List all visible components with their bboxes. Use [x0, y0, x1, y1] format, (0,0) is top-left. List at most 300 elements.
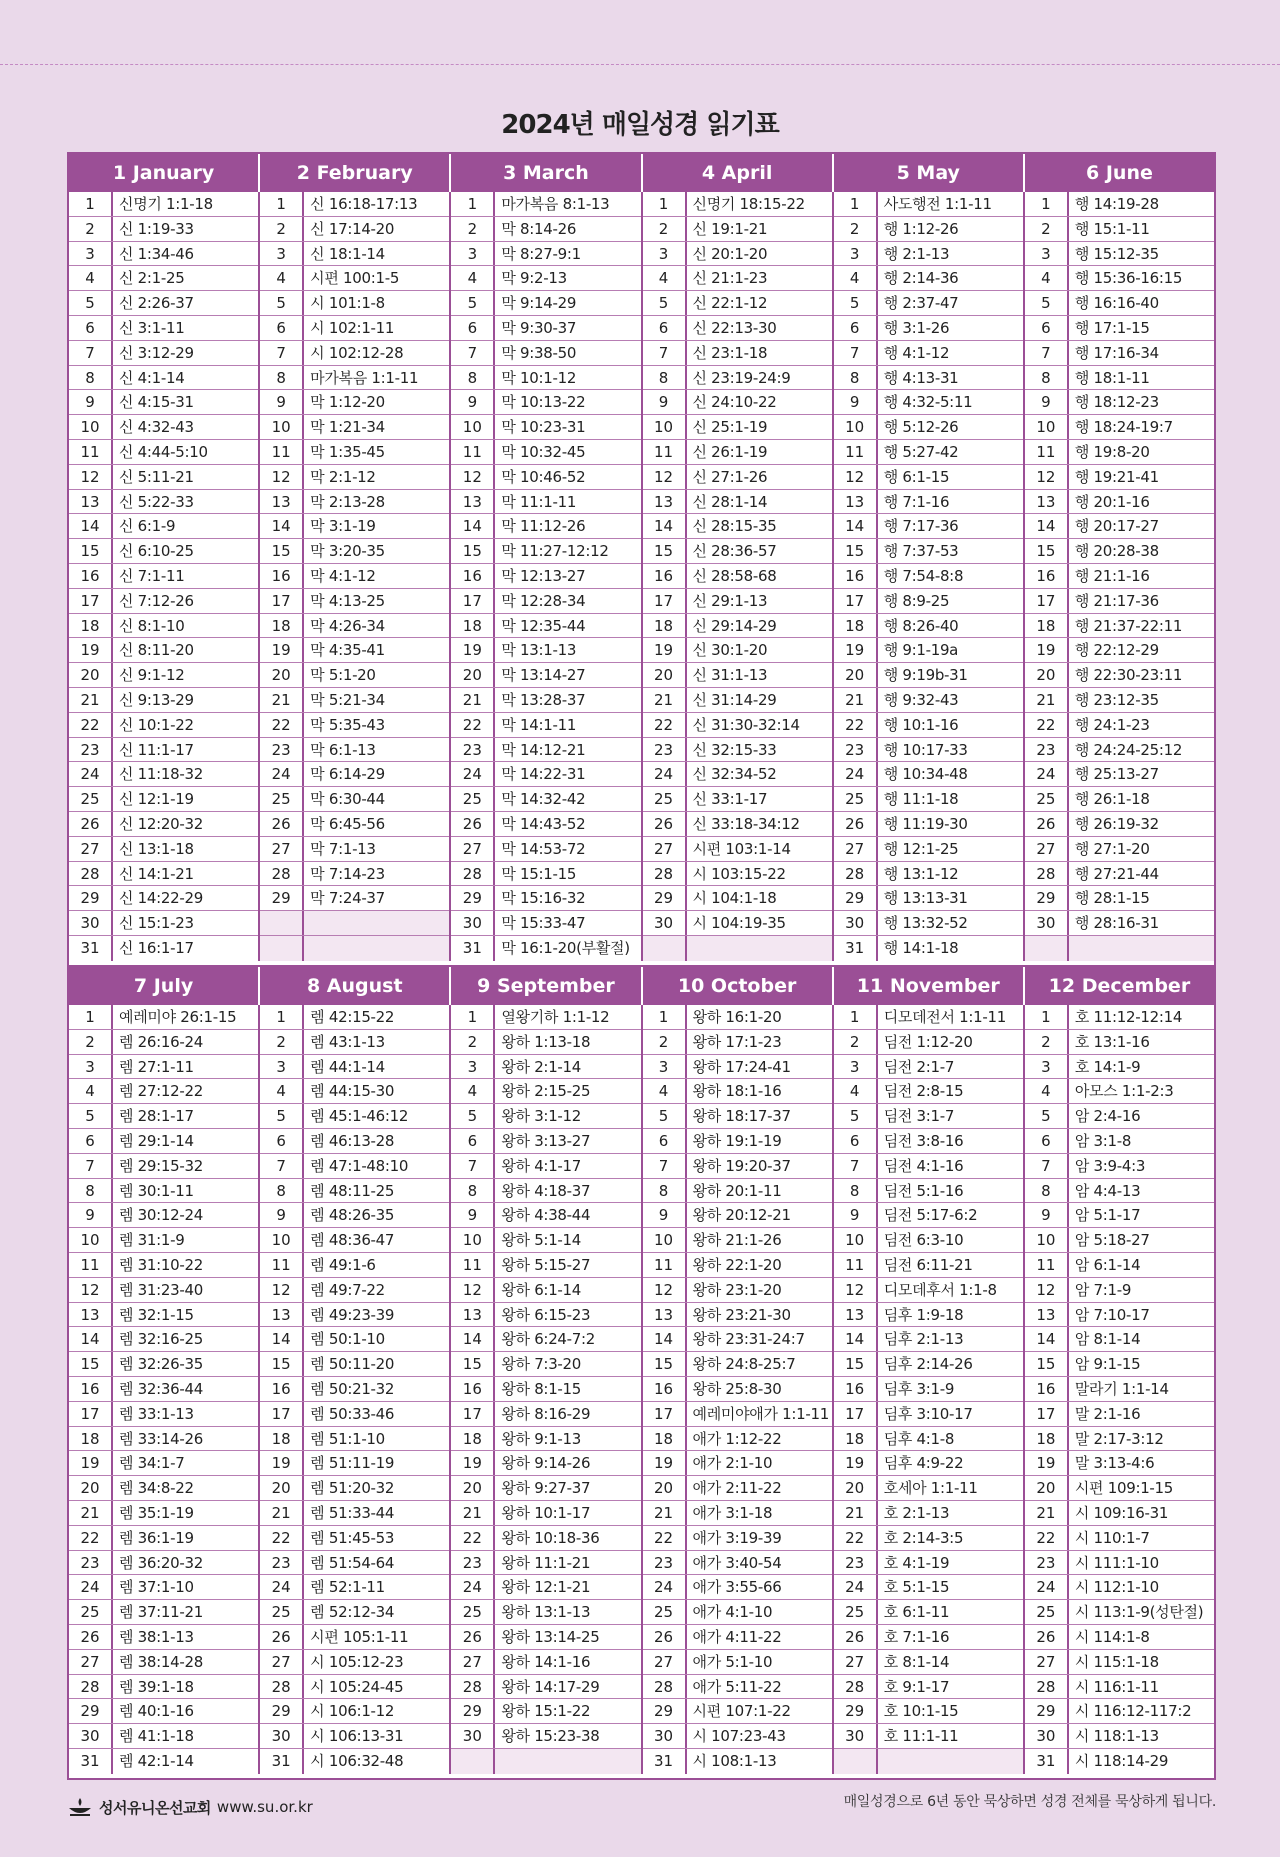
- reading-row: [451, 1030, 640, 1055]
- day-number: [260, 911, 304, 935]
- day-number: 7: [1025, 341, 1069, 365]
- reading-row: [451, 738, 640, 763]
- day-number: 14: [1025, 514, 1069, 538]
- day-number: 17: [834, 1402, 878, 1426]
- scripture-reference: 암 6:1-14: [1074, 1255, 1141, 1274]
- day-number: 4: [643, 266, 687, 290]
- day-number: 5: [1025, 1104, 1069, 1128]
- scripture-reference: 렘 27:1-11: [119, 1057, 194, 1076]
- reading-grid: [69, 1005, 1214, 1774]
- scripture-reference: 시 106:1-12: [310, 1702, 395, 1721]
- scripture-reference: 시 106:32-48: [310, 1751, 404, 1770]
- reading-row: [834, 1551, 1023, 1576]
- reading-row: [451, 911, 640, 936]
- day-number: 24: [451, 762, 495, 786]
- reading-row: [1025, 886, 1214, 911]
- reading-row: [451, 1675, 640, 1700]
- day-number: 11: [451, 1253, 495, 1277]
- reading-row: [1025, 415, 1214, 440]
- day-number: 11: [834, 1253, 878, 1277]
- reading-row: [1025, 1749, 1214, 1774]
- scripture-reference: 신 14:1-21: [119, 864, 194, 883]
- day-number: [643, 936, 687, 961]
- day-number: 26: [451, 1625, 495, 1649]
- scripture-reference: 행 11:19-30: [883, 814, 968, 833]
- reading-row: [834, 1699, 1023, 1724]
- reading-row: [834, 440, 1023, 465]
- day-number: 26: [1025, 1625, 1069, 1649]
- day-number: 26: [643, 812, 687, 836]
- reading-row: [451, 440, 640, 465]
- reading-row: [451, 1377, 640, 1402]
- scripture-reference: 막 13:14-27: [501, 666, 586, 685]
- reading-row: [1025, 1650, 1214, 1675]
- reading-row: [260, 762, 449, 787]
- scripture-reference: 막 3:1-19: [310, 517, 376, 536]
- day-number: 20: [260, 1476, 304, 1500]
- scripture-reference: 시 111:1-10: [1074, 1553, 1159, 1572]
- reading-row: [260, 738, 449, 763]
- scripture-reference: 막 11:27-12:12: [501, 542, 609, 561]
- day-number: 17: [451, 589, 495, 613]
- day-number: 20: [1025, 1476, 1069, 1500]
- month-header: 2 February: [260, 154, 451, 192]
- scripture-reference: 신 18:1-14: [310, 244, 385, 263]
- reading-row: [834, 539, 1023, 564]
- scripture-reference: 딤전 4:1-16: [883, 1156, 964, 1175]
- day-number: 1: [1025, 192, 1069, 216]
- scripture-reference: 행 21:37-22:11: [1074, 616, 1183, 635]
- reading-row: [643, 539, 832, 564]
- scripture-reference: 신 9:13-29: [119, 690, 194, 709]
- day-number: 22: [451, 1526, 495, 1550]
- scripture-reference: 신 10:1-22: [119, 715, 194, 734]
- reading-row: [260, 1104, 449, 1129]
- scripture-reference: 신 7:1-11: [119, 566, 185, 585]
- scripture-reference: 신 31:14-29: [692, 690, 777, 709]
- scripture-reference: 딤후 2:14-26: [883, 1355, 973, 1374]
- scripture-reference: 신 2:1-25: [119, 269, 185, 288]
- day-number: 7: [69, 1154, 113, 1178]
- day-number: 18: [834, 614, 878, 638]
- scripture-reference: 왕하 12:1-21: [501, 1578, 591, 1597]
- day-number: 23: [834, 1551, 878, 1575]
- scripture-reference: 렘 42:1-14: [119, 1751, 194, 1770]
- month-column: [69, 192, 260, 961]
- scripture-reference: 호 9:1-17: [883, 1677, 950, 1696]
- day-number: 15: [260, 539, 304, 563]
- day-number: 21: [1025, 1501, 1069, 1525]
- day-number: 9: [451, 390, 495, 414]
- day-number: 17: [1025, 1402, 1069, 1426]
- day-number: 29: [643, 1699, 687, 1723]
- scripture-reference: 막 5:35-43: [310, 715, 385, 734]
- reading-row: [1025, 341, 1214, 366]
- scripture-reference: 시편 103:1-14: [692, 839, 791, 858]
- day-number: 2: [643, 217, 687, 241]
- reading-row: [1025, 1675, 1214, 1700]
- day-number: 14: [260, 514, 304, 538]
- day-number: 17: [643, 589, 687, 613]
- day-number: 26: [260, 1625, 304, 1649]
- scripture-reference: 딤전 3:1-7: [883, 1107, 955, 1126]
- scripture-reference: 행 20:17-27: [1074, 517, 1159, 536]
- day-number: 19: [834, 1451, 878, 1475]
- day-number: 1: [643, 192, 687, 216]
- scripture-reference: 호 11:12-12:14: [1074, 1008, 1183, 1026]
- reading-row: [834, 390, 1023, 415]
- scripture-reference: 왕하 6:1-14: [501, 1280, 582, 1299]
- reading-row: [451, 1005, 640, 1030]
- reading-row: [834, 1179, 1023, 1204]
- reading-row: [1025, 1030, 1214, 1055]
- reading-row: [1025, 1179, 1214, 1204]
- day-number: 20: [69, 663, 113, 687]
- reading-row: [69, 1203, 258, 1228]
- scripture-reference: 렘 40:1-16: [119, 1702, 194, 1721]
- month-header: 3 March: [451, 154, 642, 192]
- day-number: 20: [643, 663, 687, 687]
- month-column: [643, 192, 834, 961]
- day-number: 25: [1025, 1600, 1069, 1624]
- day-number: 23: [643, 1551, 687, 1575]
- scripture-reference: 신 27:1-26: [692, 467, 768, 486]
- day-number: 24: [69, 1575, 113, 1599]
- scripture-reference: 말 2:1-16: [1074, 1404, 1141, 1423]
- day-number: 26: [69, 1625, 113, 1649]
- reading-row: [643, 242, 832, 267]
- reading-row: [1025, 688, 1214, 713]
- day-number: 27: [643, 1650, 687, 1674]
- day-number: 16: [1025, 1377, 1069, 1401]
- day-number: 24: [643, 762, 687, 786]
- reading-row: [451, 266, 640, 291]
- day-number: 3: [834, 242, 878, 266]
- reading-row: [834, 1575, 1023, 1600]
- day-number: 11: [260, 440, 304, 464]
- day-number: 25: [260, 1600, 304, 1624]
- reading-row: [834, 1327, 1023, 1352]
- reading-row: [643, 1749, 832, 1774]
- scripture-reference: 왕하 3:13-27: [501, 1131, 591, 1150]
- day-number: 16: [834, 564, 878, 588]
- day-number: 16: [260, 1377, 304, 1401]
- day-number: 9: [451, 1203, 495, 1227]
- day-number: 23: [643, 738, 687, 762]
- day-number: 12: [260, 465, 304, 489]
- scripture-reference: 신 11:1-17: [119, 740, 194, 759]
- scripture-reference: 렘 38:1-13: [119, 1627, 194, 1646]
- scripture-reference: 시 118:1-13: [1074, 1727, 1159, 1746]
- day-number: 14: [451, 514, 495, 538]
- scripture-reference: 막 6:14-29: [310, 765, 385, 784]
- scripture-reference: 왕하 4:1-17: [501, 1156, 582, 1175]
- reading-row: [834, 886, 1023, 911]
- day-number: 18: [834, 1427, 878, 1451]
- reading-row: [643, 1526, 832, 1551]
- reading-row: [834, 713, 1023, 738]
- scripture-reference: 행 15:12-35: [1074, 244, 1159, 263]
- reading-row: [69, 1427, 258, 1452]
- day-number: 18: [69, 1427, 113, 1451]
- day-number: 5: [1025, 291, 1069, 315]
- day-number: 3: [451, 1055, 495, 1079]
- scripture-reference: 렘 32:1-15: [119, 1305, 194, 1324]
- scripture-reference: 렘 38:14-28: [119, 1652, 203, 1671]
- day-number: 12: [1025, 1278, 1069, 1302]
- reading-row: [1025, 539, 1214, 564]
- reading-row: [643, 589, 832, 614]
- day-number: 3: [643, 1055, 687, 1079]
- scripture-reference: 렘 30:1-11: [119, 1181, 194, 1200]
- reading-row: [834, 787, 1023, 812]
- reading-row: [1025, 1699, 1214, 1724]
- scripture-reference: 왕하 6:15-23: [501, 1305, 591, 1324]
- day-number: 2: [69, 1030, 113, 1054]
- day-number: 31: [451, 936, 495, 961]
- reading-row: [451, 1129, 640, 1154]
- day-number: 29: [1025, 1699, 1069, 1723]
- day-number: 19: [260, 1451, 304, 1475]
- day-number: 20: [451, 1476, 495, 1500]
- reading-row: [451, 713, 640, 738]
- day-number: 7: [69, 341, 113, 365]
- day-number: 5: [451, 1104, 495, 1128]
- scripture-reference: 시 116:12-117:2: [1074, 1702, 1192, 1721]
- day-number: 30: [1025, 1724, 1069, 1748]
- scripture-reference: 왕하 18:1-16: [692, 1082, 782, 1101]
- day-number: 3: [69, 242, 113, 266]
- day-number: 25: [69, 1600, 113, 1624]
- reading-row: [643, 1030, 832, 1055]
- day-number: 31: [643, 1749, 687, 1774]
- month-header: 12 December: [1048, 975, 1191, 997]
- reading-row: [260, 564, 449, 589]
- day-number: 25: [1025, 787, 1069, 811]
- reading-row: [643, 1476, 832, 1501]
- reading-row: [69, 1129, 258, 1154]
- day-number: 6: [451, 316, 495, 340]
- reading-row: [451, 638, 640, 663]
- day-number: 13: [260, 1303, 304, 1327]
- scripture-reference: 렘 35:1-19: [119, 1503, 194, 1522]
- day-number: 30: [834, 911, 878, 935]
- day-number: 13: [1025, 490, 1069, 514]
- day-number: 21: [260, 1501, 304, 1525]
- day-number: 25: [643, 1600, 687, 1624]
- scripture-reference: 막 10:13-22: [501, 393, 586, 412]
- scripture-reference: 행 15:1-11: [1074, 219, 1150, 238]
- scripture-reference: 딤전 6:3-10: [883, 1231, 964, 1250]
- scripture-reference: 행 28:16-31: [1074, 914, 1159, 933]
- day-number: 5: [260, 291, 304, 315]
- reading-row: [643, 366, 832, 391]
- reading-row: [834, 1303, 1023, 1328]
- scripture-reference: 막 9:38-50: [501, 343, 577, 362]
- day-number: 2: [834, 217, 878, 241]
- reading-row: [1025, 1402, 1214, 1427]
- day-number: 29: [643, 886, 687, 910]
- day-number: 23: [1025, 738, 1069, 762]
- reading-row: [451, 1327, 640, 1352]
- scripture-reference: 신 4:1-14: [119, 368, 185, 387]
- scripture-reference: 신 8:1-10: [119, 616, 185, 635]
- day-number: 22: [834, 1526, 878, 1550]
- day-number: 30: [260, 1724, 304, 1748]
- reading-row: [643, 1179, 832, 1204]
- reading-row: [643, 1551, 832, 1576]
- scripture-reference: 왕하 13:14-25: [501, 1627, 600, 1646]
- scripture-reference: 왕하 19:1-19: [692, 1131, 782, 1150]
- scripture-reference: 시 104:1-18: [692, 889, 777, 908]
- reading-row: [1025, 1476, 1214, 1501]
- reading-row: [260, 1551, 449, 1576]
- scripture-reference: 막 8:14-26: [501, 219, 577, 238]
- day-number: 12: [69, 1278, 113, 1302]
- reading-row: [834, 762, 1023, 787]
- scripture-reference: 말 2:17-3:12: [1074, 1429, 1164, 1448]
- reading-row: [69, 936, 258, 961]
- scripture-reference: 시 105:24-45: [310, 1677, 404, 1696]
- scripture-reference: 행 21:17-36: [1074, 591, 1159, 610]
- reading-row: [451, 1551, 640, 1576]
- reading-row: [260, 862, 449, 887]
- reading-row: [260, 936, 449, 961]
- reading-row: [1025, 366, 1214, 391]
- day-number: 5: [834, 1104, 878, 1128]
- scripture-reference: 행 25:13-27: [1074, 765, 1159, 784]
- scripture-reference: 왕하 11:1-21: [501, 1553, 591, 1572]
- day-number: 17: [69, 589, 113, 613]
- day-number: 11: [260, 1253, 304, 1277]
- scripture-reference: 행 27:1-20: [1074, 839, 1150, 858]
- reading-row: [834, 1352, 1023, 1377]
- day-number: 12: [451, 465, 495, 489]
- reading-row: [1025, 663, 1214, 688]
- day-number: 15: [451, 539, 495, 563]
- scripture-reference: 신 22:1-12: [692, 294, 768, 313]
- day-number: 9: [69, 1203, 113, 1227]
- reading-row: [834, 1724, 1023, 1749]
- day-number: 6: [643, 1129, 687, 1153]
- reading-row: [260, 415, 449, 440]
- scripture-reference: 시 110:1-7: [1074, 1528, 1150, 1547]
- scripture-reference: 렘 36:1-19: [119, 1528, 194, 1547]
- reading-row: [834, 316, 1023, 341]
- day-number: 21: [69, 1501, 113, 1525]
- reading-row: [834, 837, 1023, 862]
- reading-row: [69, 514, 258, 539]
- reading-row: [834, 1501, 1023, 1526]
- scripture-reference: 호 2:1-13: [883, 1503, 950, 1522]
- day-number: 22: [451, 713, 495, 737]
- reading-row: [643, 490, 832, 515]
- day-number: 15: [643, 539, 687, 563]
- month-header: 4 April: [643, 154, 834, 192]
- day-number: 1: [451, 192, 495, 216]
- reading-row: [643, 390, 832, 415]
- scripture-reference: 암 3:1-8: [1074, 1131, 1132, 1150]
- scripture-reference: 막 1:21-34: [310, 418, 385, 437]
- reading-row: [260, 242, 449, 267]
- scripture-reference: 렘 49:1-6: [310, 1255, 376, 1274]
- reading-row: [834, 465, 1023, 490]
- scripture-reference: 막 2:1-12: [310, 467, 376, 486]
- reading-row: [1025, 465, 1214, 490]
- reading-row: [834, 217, 1023, 242]
- scripture-reference: 딤후 4:1-8: [883, 1429, 955, 1448]
- day-number: 4: [643, 1079, 687, 1103]
- day-number: 15: [834, 1352, 878, 1376]
- day-number: 8: [451, 1179, 495, 1203]
- reading-row: [260, 217, 449, 242]
- day-number: 21: [643, 1501, 687, 1525]
- month-header: 6 June: [1086, 162, 1153, 184]
- scripture-reference: 막 2:13-28: [310, 492, 385, 511]
- scripture-reference: 행 13:32-52: [883, 914, 968, 933]
- day-number: 8: [1025, 1179, 1069, 1203]
- scripture-reference: 렘 42:15-22: [310, 1008, 395, 1026]
- scripture-reference: 왕하 2:15-25: [501, 1082, 591, 1101]
- reading-row: [451, 217, 640, 242]
- scripture-reference: 막 9:2-13: [501, 269, 567, 288]
- day-number: 20: [1025, 663, 1069, 687]
- scripture-reference: 행 14:1-18: [883, 938, 959, 957]
- day-number: 18: [643, 1427, 687, 1451]
- scripture-reference: 시 115:1-18: [1074, 1652, 1159, 1671]
- day-number: 27: [1025, 1650, 1069, 1674]
- scripture-reference: 행 13:1-12: [883, 864, 959, 883]
- reading-row: [834, 1377, 1023, 1402]
- reading-row: [451, 936, 640, 961]
- day-number: 9: [1025, 1203, 1069, 1227]
- reading-row: [69, 688, 258, 713]
- day-number: 21: [834, 1501, 878, 1525]
- scripture-reference: 말라기 1:1-14: [1074, 1379, 1169, 1398]
- day-number: 7: [260, 1154, 304, 1178]
- scripture-reference: 막 9:14-29: [501, 294, 577, 313]
- scripture-reference: 신 17:14-20: [310, 219, 395, 238]
- reading-row: [1025, 1600, 1214, 1625]
- scripture-reference: 렘 33:14-26: [119, 1429, 203, 1448]
- reading-row: [260, 341, 449, 366]
- scripture-reference: 왕하 9:1-13: [501, 1429, 582, 1448]
- month-header: 7 July: [69, 967, 260, 1005]
- reading-row: [260, 316, 449, 341]
- scripture-reference: 신 14:22-29: [119, 889, 203, 908]
- reading-row: [260, 1749, 449, 1774]
- reading-row: [1025, 1228, 1214, 1253]
- day-number: 12: [643, 465, 687, 489]
- reading-row: [69, 1575, 258, 1600]
- day-number: 22: [69, 1526, 113, 1550]
- reading-row: [1025, 564, 1214, 589]
- scripture-reference: 신 29:1-13: [692, 591, 768, 610]
- scripture-reference: 신 33:1-17: [692, 790, 768, 809]
- month-column: [69, 1005, 260, 1774]
- scripture-reference: 디모데전서 1:1-11: [883, 1008, 1006, 1026]
- scripture-reference: 행 18:12-23: [1074, 393, 1159, 412]
- reading-row: [260, 1079, 449, 1104]
- day-number: 11: [1025, 1253, 1069, 1277]
- day-number: 6: [643, 316, 687, 340]
- reading-row: [260, 1253, 449, 1278]
- reading-row: [451, 415, 640, 440]
- scripture-reference: 호 5:1-15: [883, 1578, 950, 1597]
- scripture-reference: 렘 51:11-19: [310, 1454, 395, 1473]
- scripture-reference: 렘 51:45-53: [310, 1528, 395, 1547]
- day-number: 1: [834, 192, 878, 216]
